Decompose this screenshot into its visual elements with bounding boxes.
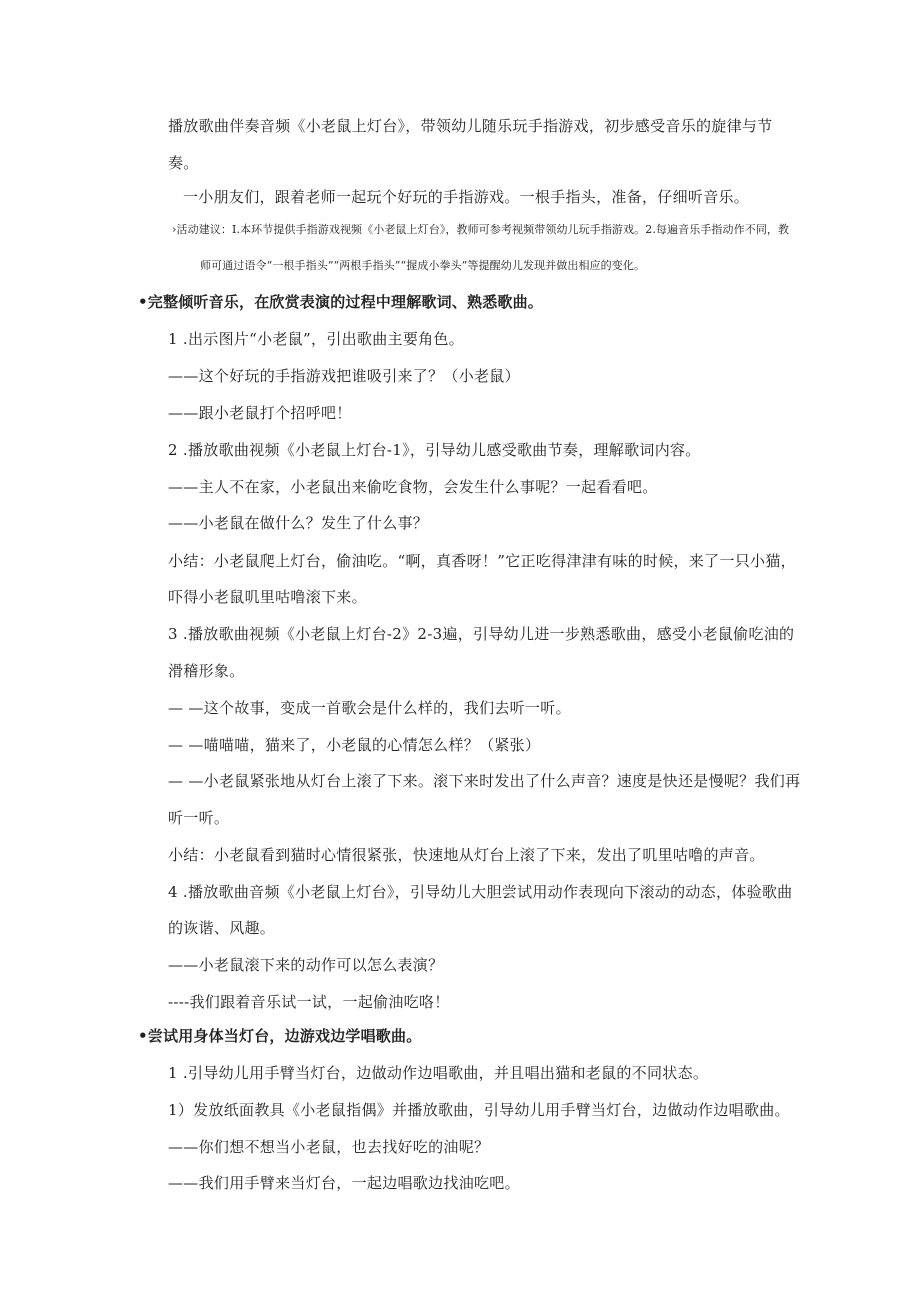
dialogue-line: ——你们想不想当小老鼠，也去找好吃的油呢？ bbox=[168, 1138, 490, 1156]
paragraph-line: 奏。 bbox=[168, 154, 199, 172]
summary-line: 吓得小老鼠叽里咕噜滚下来。 bbox=[168, 588, 367, 606]
paragraph-line: 的诙谐、风趣。 bbox=[168, 919, 276, 937]
dialogue-line: ——主人不在家，小老鼠出来偷吃食物，会发生什么事呢？一起看看吧。 bbox=[168, 478, 658, 496]
activity-note-line: ›活动建议：I.本环节提供手指游戏视频《小老鼠上灯台》，教师可参考视频带领幼儿玩手指游戏。2.每遍音乐手指动作不同，教 bbox=[172, 223, 790, 236]
dialogue-line: — —这个故事，变成一首歌会是什么样的，我们去听一听。 bbox=[168, 699, 571, 717]
sub-step: 1）发放纸面教具《小老鼠指偶》并播放歌曲，引导幼儿用手臂当灯台，边做动作边唱歌曲。 bbox=[168, 1101, 790, 1119]
numbered-step: 3 .播放歌曲视频《小老鼠上灯台-2》2-3遍，引导幼儿进一步熟悉歌曲，感受小老鼠偷吃油的 bbox=[168, 625, 795, 643]
dialogue-line: ——这个好玩的手指游戏把谁吸引来了？（小老鼠） bbox=[168, 367, 520, 385]
dialogue-line: 一小朋友们，跟着老师一起玩个好玩的手指游戏。一根手指头，准备，仔细听音乐。 bbox=[183, 188, 750, 206]
activity-note-line: 师可通过语令“一根手指头”“两根手指头”“握成小拳头”等提醒幼儿发现并做出相应的变化。 bbox=[200, 259, 646, 272]
dialogue-line: — —喵喵喵，猫来了，小老鼠的心情怎么样？（紧张） bbox=[168, 736, 541, 754]
dialogue-line: ——小老鼠在做什么？发生了什么事？ bbox=[168, 514, 429, 532]
numbered-step: 1 .引导幼儿用手臂当灯台，边做动作边唱歌曲，并且唱出猫和老鼠的不同状态。 bbox=[168, 1064, 709, 1082]
numbered-step: 2 .播放歌曲视频《小老鼠上灯台-1》，引导幼儿感受歌曲节奏，理解歌词内容。 bbox=[168, 441, 701, 459]
dialogue-line: ——小老鼠滚下来的动作可以怎么表演？ bbox=[168, 956, 444, 974]
section-heading: •尝试用身体当灯台，边游戏边学唱歌曲。 bbox=[138, 1027, 422, 1045]
dialogue-line: ——我们用手臂来当灯台，一起边唱歌边找油吃吧。 bbox=[168, 1174, 520, 1192]
paragraph-line: 滑稽形象。 bbox=[168, 662, 245, 680]
summary-line: 小结：小老鼠爬上灯台，偷油吃。“啊，真香呀！”它正吃得津津有味的时候，来了一只小猫， bbox=[168, 552, 796, 570]
paragraph-line: 播放歌曲伴奏音频《小老鼠上灯台》，带领幼儿随乐玩手指游戏，初步感受音乐的旋律与节 bbox=[168, 117, 773, 135]
summary-line: 小结：小老鼠看到猫时心情很紧张，快速地从灯台上滚了下来，发出了叽里咕噜的声音。 bbox=[168, 846, 765, 864]
dialogue-line: 听一听。 bbox=[168, 809, 230, 827]
numbered-step: 1 .出示图片“小老鼠”，引出歌曲主要角色。 bbox=[168, 330, 465, 348]
dialogue-line: — —小老鼠紧张地从灯台上滚了下来。滚下来时发出了什么声音？速度是快还是慢呢？我们再 bbox=[168, 772, 801, 790]
dialogue-line: ----我们跟着音乐试一试，一起偷油吃咯！ bbox=[168, 993, 450, 1011]
numbered-step: 4 .播放歌曲音频《小老鼠上灯台》，引导幼儿大胆尝试用动作表现向下滚动的动态，体验歌曲 bbox=[168, 883, 793, 901]
dialogue-line: ——跟小老鼠打个招呼吧！ bbox=[168, 404, 352, 422]
section-heading: •完整倾听音乐，在欣赏表演的过程中理解歌词、熟悉歌曲。 bbox=[138, 293, 543, 311]
